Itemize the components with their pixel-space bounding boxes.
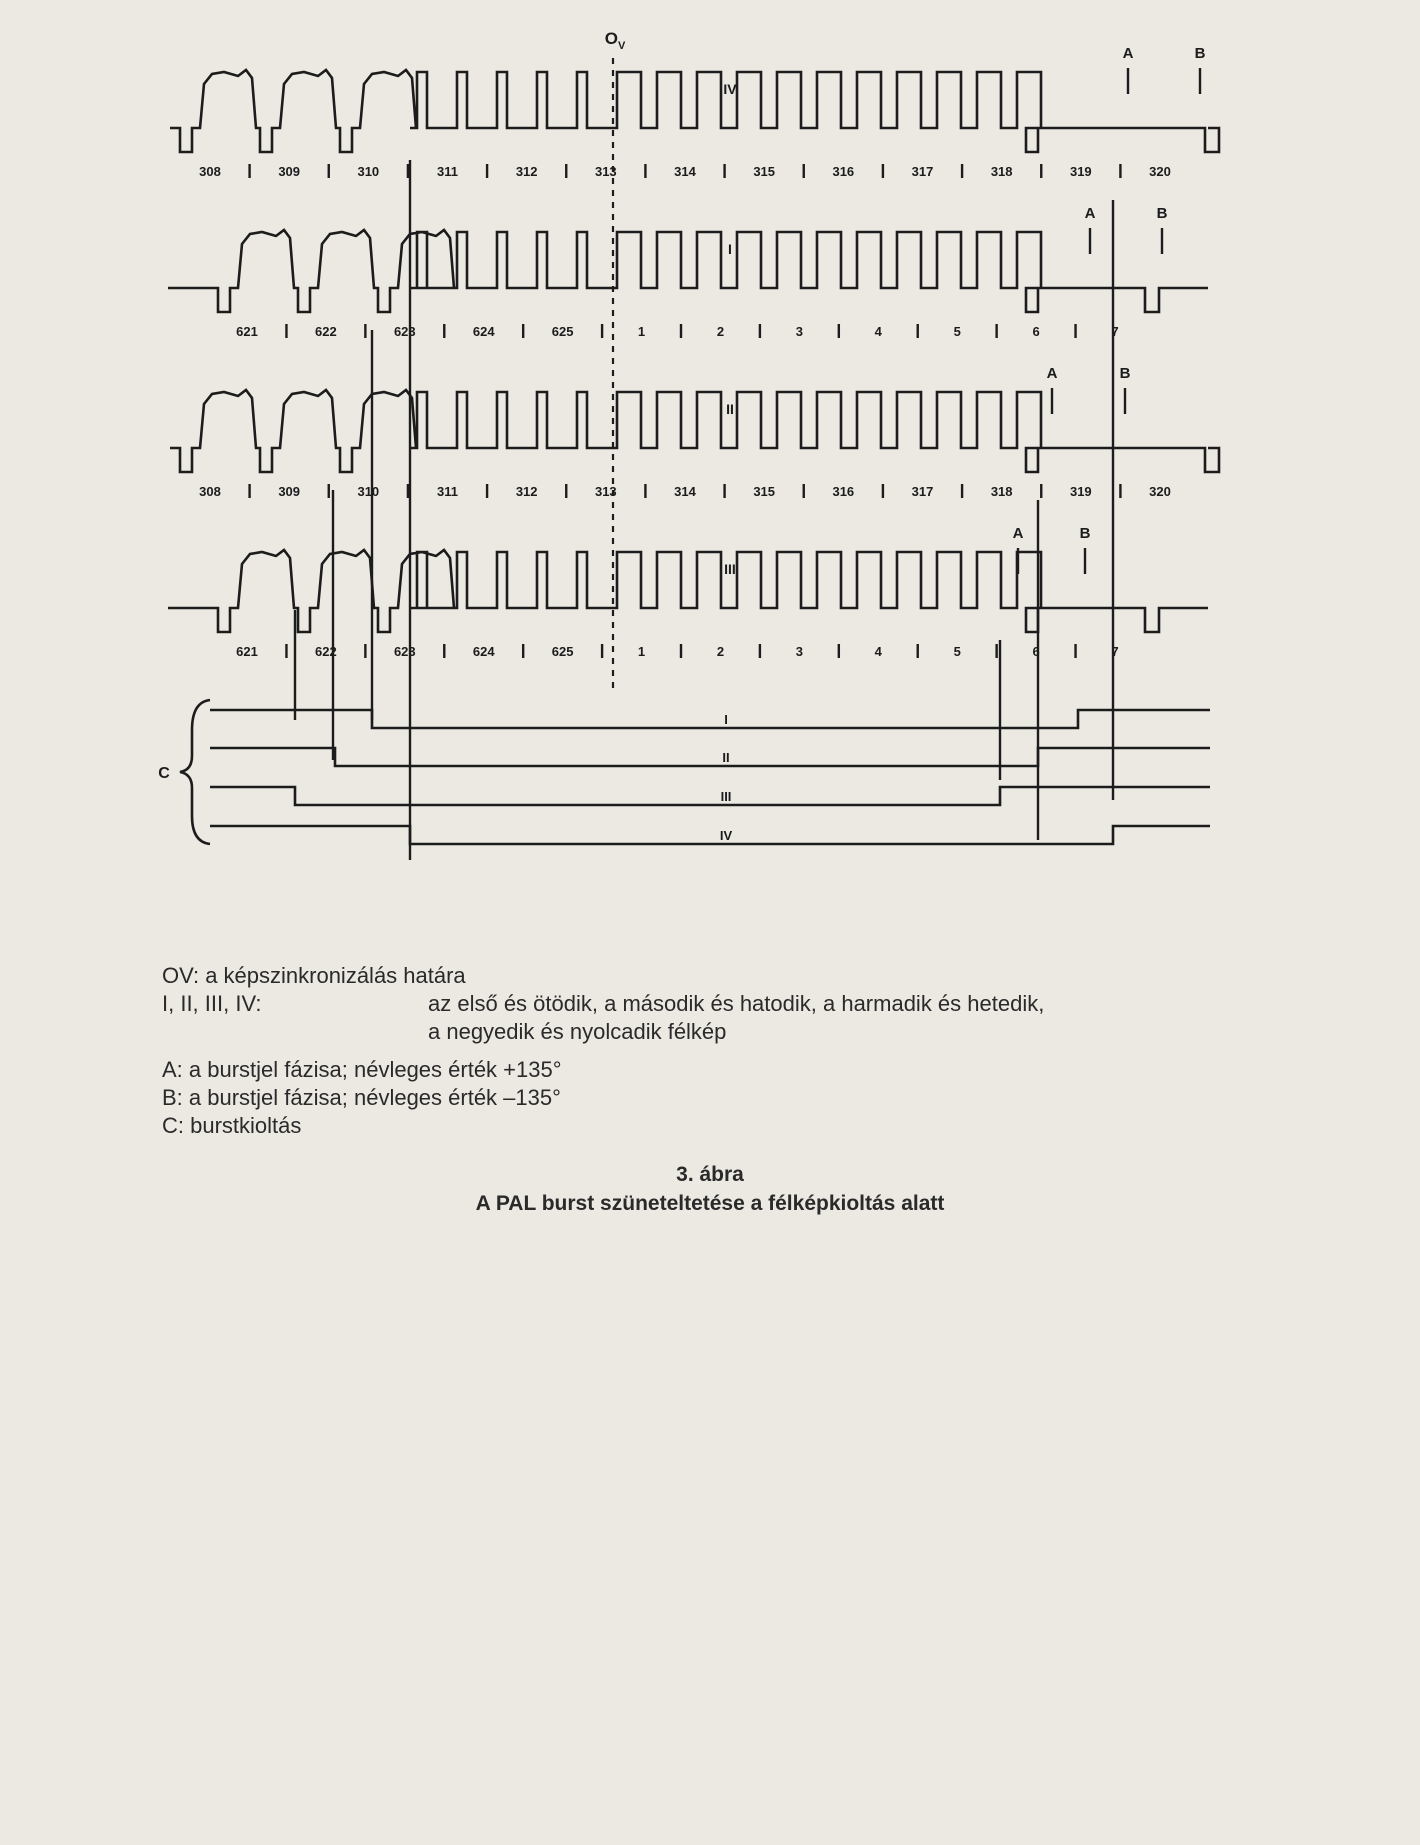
line-number-label: 316 bbox=[832, 164, 855, 179]
line-number-label: 2 bbox=[716, 644, 725, 659]
line-number-label: 310 bbox=[357, 484, 380, 499]
line-number-label: 4 bbox=[874, 644, 882, 659]
line-number-label: 320 bbox=[1149, 164, 1171, 179]
legend-row-fields-cont bbox=[162, 1018, 1242, 1046]
line-number-label: 3 bbox=[795, 324, 803, 339]
blanking-trace-ii bbox=[210, 748, 1210, 766]
a-marker-label: A bbox=[1122, 45, 1134, 62]
line-number-label: 622 bbox=[315, 644, 337, 659]
a-marker-label: A bbox=[1012, 525, 1024, 542]
ov-label: $O_V$ bbox=[604, 29, 626, 52]
line-number-label: 315 bbox=[753, 484, 776, 499]
legend-row-fields bbox=[162, 990, 1242, 1018]
legend-term: I, II, III, IV: bbox=[162, 991, 262, 1016]
line-number-label: 318 bbox=[990, 164, 1013, 179]
line-number-label: 623 bbox=[393, 324, 416, 339]
line-number-label: 309 bbox=[278, 164, 301, 179]
line-number-label: 621 bbox=[236, 324, 258, 339]
line-number-label: 5 bbox=[953, 324, 961, 339]
legend-row-b bbox=[162, 1084, 1242, 1112]
line-number-label: 317 bbox=[911, 164, 934, 179]
waveform-row-iv bbox=[170, 45, 1219, 179]
line-number-label: 308 bbox=[199, 164, 221, 179]
burst-blanking-group bbox=[158, 700, 1210, 844]
line-number-label: 314 bbox=[674, 164, 696, 179]
line-number-label: 1 bbox=[637, 324, 646, 339]
line-number-label: 312 bbox=[515, 484, 538, 499]
figure-caption bbox=[0, 1160, 1420, 1218]
line-number-label: 622 bbox=[315, 324, 337, 339]
row-id-label: IV bbox=[723, 81, 737, 97]
legend-term: C: burstkioltás bbox=[162, 1113, 302, 1138]
line-number-label: 2 bbox=[716, 324, 725, 339]
row-id-label: I bbox=[728, 241, 732, 257]
waveform-trace bbox=[170, 390, 1219, 472]
a-marker-label: A bbox=[1084, 205, 1096, 222]
legend-row-c bbox=[162, 1112, 1242, 1140]
legend-row-a bbox=[162, 1056, 1242, 1084]
row-id-label: II bbox=[726, 401, 734, 417]
a-marker-label: A bbox=[1046, 365, 1058, 382]
line-number-label: 624 bbox=[472, 644, 495, 659]
legend bbox=[162, 962, 1242, 1140]
blanking-label: IV bbox=[719, 828, 733, 843]
line-number-label: 312 bbox=[515, 164, 538, 179]
waveform-trace bbox=[170, 70, 1219, 152]
row-id-label: III bbox=[724, 561, 736, 577]
b-marker-label: B bbox=[1119, 365, 1131, 382]
line-number-label: 308 bbox=[199, 484, 221, 499]
line-number-label: 319 bbox=[1069, 164, 1092, 179]
line-number-label: 317 bbox=[911, 484, 934, 499]
legend-term: OV: a képszinkronizálás határa bbox=[162, 963, 466, 988]
line-number-label: 625 bbox=[551, 324, 574, 339]
line-number-label: 316 bbox=[832, 484, 855, 499]
waveform-trace bbox=[168, 550, 1208, 632]
line-number-label: 319 bbox=[1069, 484, 1092, 499]
line-number-label: 624 bbox=[472, 324, 495, 339]
c-label: C bbox=[158, 765, 170, 782]
waveform-rows bbox=[168, 45, 1219, 659]
blanking-trace-iv bbox=[210, 826, 1210, 844]
b-marker-label: B bbox=[1194, 45, 1206, 62]
line-number-label: 1 bbox=[637, 644, 646, 659]
figure-title: A PAL burst szüneteltetése a félképkioltás alatt bbox=[475, 1192, 945, 1215]
figure-number: 3. ábra bbox=[676, 1163, 744, 1186]
line-number-label: 625 bbox=[551, 644, 574, 659]
legend-term: A: a burstjel fázisa; névleges érték +135° bbox=[162, 1057, 562, 1082]
line-number-label: 313 bbox=[594, 484, 617, 499]
line-number-label: 621 bbox=[236, 644, 258, 659]
waveform-row-iii bbox=[168, 525, 1208, 659]
line-number-label: 5 bbox=[953, 644, 961, 659]
blanking-trace-iii bbox=[210, 787, 1210, 805]
waveform-row-i bbox=[168, 205, 1208, 339]
blanking-label: I bbox=[724, 712, 728, 727]
line-number-label: 6 bbox=[1032, 324, 1040, 339]
line-number-label: 7 bbox=[1111, 644, 1119, 659]
line-number-label: 3 bbox=[795, 644, 803, 659]
line-number-label: 6 bbox=[1032, 644, 1040, 659]
line-number-label: 309 bbox=[278, 484, 301, 499]
b-marker-label: B bbox=[1079, 525, 1091, 542]
line-number-label: 7 bbox=[1111, 324, 1119, 339]
waveform-trace bbox=[168, 230, 1208, 312]
line-number-label: 311 bbox=[437, 164, 458, 179]
b-marker-label: B bbox=[1156, 205, 1168, 222]
legend-description: a negyedik és nyolcadik félkép bbox=[428, 1019, 727, 1044]
legend-description: az első és ötödik, a második és hatodik, a harmadik és hetedik, bbox=[428, 991, 1045, 1016]
line-number-label: 320 bbox=[1149, 484, 1171, 499]
line-number-label: 318 bbox=[990, 484, 1013, 499]
line-number-label: 313 bbox=[594, 164, 617, 179]
blanking-label: II bbox=[722, 750, 730, 765]
blanking-trace-i bbox=[210, 710, 1210, 728]
line-number-label: 315 bbox=[753, 164, 776, 179]
line-number-label: 623 bbox=[393, 644, 416, 659]
line-number-label: 4 bbox=[874, 324, 882, 339]
c-brace bbox=[180, 700, 210, 844]
line-number-label: 310 bbox=[357, 164, 380, 179]
waveform-row-ii bbox=[170, 365, 1219, 499]
line-number-label: 314 bbox=[674, 484, 696, 499]
legend-row-ov bbox=[162, 962, 1242, 990]
legend-term: B: a burstjel fázisa; névleges érték –135° bbox=[162, 1085, 561, 1110]
blanking-label: III bbox=[720, 789, 732, 804]
line-number-label: 311 bbox=[437, 484, 458, 499]
